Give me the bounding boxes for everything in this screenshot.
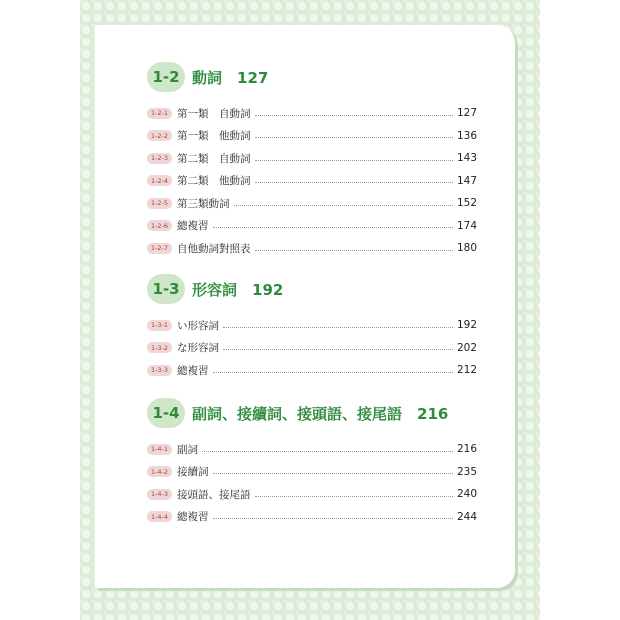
section-heading[interactable] bbox=[147, 274, 477, 304]
section-title bbox=[192, 67, 268, 88]
entry-page: 136 bbox=[456, 129, 477, 142]
toc-section-adverbs bbox=[147, 398, 477, 528]
entry-number-badge: 1-2-6 bbox=[147, 220, 172, 231]
entry-page: 143 bbox=[456, 152, 477, 165]
entry-page: 216 bbox=[456, 443, 477, 456]
toc-card bbox=[95, 25, 515, 588]
entry-number-badge: 1-4-4 bbox=[147, 511, 172, 522]
dot-leader bbox=[255, 109, 453, 116]
dot-leader bbox=[255, 176, 453, 183]
entry-number-badge: 1-3-1 bbox=[147, 320, 172, 331]
section-number-badge: 1-3 bbox=[147, 274, 185, 304]
entry-title: 第一類 他動詞 bbox=[177, 130, 251, 143]
entry-number-badge: 1-2-3 bbox=[147, 153, 172, 164]
section-heading[interactable] bbox=[147, 62, 477, 92]
section-title-text: 副詞、接續詞、接頭語、接尾語 bbox=[192, 404, 403, 423]
entry-page: 174 bbox=[456, 219, 477, 232]
dot-leader bbox=[255, 244, 453, 251]
section-heading[interactable] bbox=[147, 398, 477, 428]
entry-number-badge: 1-4-3 bbox=[147, 489, 172, 500]
dot-leader bbox=[213, 366, 453, 373]
dot-leader bbox=[223, 321, 453, 328]
toc-entry[interactable] bbox=[147, 359, 477, 382]
toc-entry[interactable] bbox=[147, 237, 477, 260]
entry-title: 自他動詞對照表 bbox=[177, 242, 251, 255]
dot-leader bbox=[255, 154, 453, 161]
entry-title: 第二類 自動詞 bbox=[177, 152, 251, 165]
entry-title: 第三類動詞 bbox=[177, 197, 230, 210]
section-page: 216 bbox=[417, 404, 449, 423]
entry-number-badge: 1-2-5 bbox=[147, 198, 172, 209]
entry-number-badge: 1-3-3 bbox=[147, 365, 172, 376]
dot-leader bbox=[223, 343, 453, 350]
section-title bbox=[192, 403, 448, 424]
section-title bbox=[192, 279, 283, 300]
toc-entry[interactable] bbox=[147, 314, 477, 337]
toc-entry[interactable] bbox=[147, 461, 477, 484]
entry-title: な形容詞 bbox=[177, 342, 219, 355]
dot-leader bbox=[213, 467, 453, 474]
entry-page: 152 bbox=[456, 197, 477, 210]
toc-section-verbs bbox=[147, 62, 477, 260]
section-title-text: 形容詞 bbox=[192, 280, 238, 299]
dot-leader bbox=[213, 512, 453, 519]
toc-entry[interactable] bbox=[147, 170, 477, 193]
section-number-badge: 1-4 bbox=[147, 398, 185, 428]
entry-page: 235 bbox=[456, 465, 477, 478]
entry-number-badge: 1-3-2 bbox=[147, 342, 172, 353]
entry-number-badge: 1-4-2 bbox=[147, 466, 172, 477]
entry-page: 240 bbox=[456, 488, 477, 501]
entry-number-badge: 1-2-2 bbox=[147, 130, 172, 141]
toc-entry[interactable] bbox=[147, 125, 477, 148]
entry-title: 接續詞 bbox=[177, 466, 209, 479]
entry-number-badge: 1-4-1 bbox=[147, 444, 172, 455]
toc-entry[interactable] bbox=[147, 438, 477, 461]
entry-page: 180 bbox=[456, 242, 477, 255]
entry-page: 192 bbox=[456, 319, 477, 332]
toc-entry[interactable] bbox=[147, 192, 477, 215]
entry-number-badge: 1-2-7 bbox=[147, 243, 172, 254]
entry-page: 212 bbox=[456, 364, 477, 377]
entry-title: 第二類 他動詞 bbox=[177, 175, 251, 188]
toc-entry[interactable] bbox=[147, 215, 477, 238]
entry-title: い形容詞 bbox=[177, 319, 219, 332]
toc-entry[interactable] bbox=[147, 337, 477, 360]
entry-page: 147 bbox=[456, 174, 477, 187]
entry-page: 127 bbox=[456, 107, 477, 120]
entry-title: 總複習 bbox=[177, 364, 209, 377]
entry-number-badge: 1-2-4 bbox=[147, 175, 172, 186]
dot-leader bbox=[202, 445, 453, 452]
entry-number-badge: 1-2-1 bbox=[147, 108, 172, 119]
dot-leader bbox=[213, 221, 453, 228]
entry-title: 總複習 bbox=[177, 511, 209, 524]
toc-entry[interactable] bbox=[147, 102, 477, 125]
entry-title: 總複習 bbox=[177, 220, 209, 233]
entry-title: 副詞 bbox=[177, 443, 198, 456]
dot-leader bbox=[255, 490, 453, 497]
entry-page: 244 bbox=[456, 510, 477, 523]
section-page: 192 bbox=[252, 280, 284, 299]
section-number-badge: 1-2 bbox=[147, 62, 185, 92]
entry-title: 接頭語、接尾語 bbox=[177, 488, 251, 501]
section-title-text: 動詞 bbox=[192, 68, 223, 87]
entry-title: 第一類 自動詞 bbox=[177, 107, 251, 120]
toc-entry[interactable] bbox=[147, 147, 477, 170]
toc-section-adjectives bbox=[147, 274, 477, 382]
section-page: 127 bbox=[237, 68, 269, 87]
dot-leader bbox=[234, 199, 453, 206]
toc-entry[interactable] bbox=[147, 506, 477, 529]
entry-page: 202 bbox=[456, 341, 477, 354]
toc-entry[interactable] bbox=[147, 483, 477, 506]
dot-leader bbox=[255, 131, 453, 138]
